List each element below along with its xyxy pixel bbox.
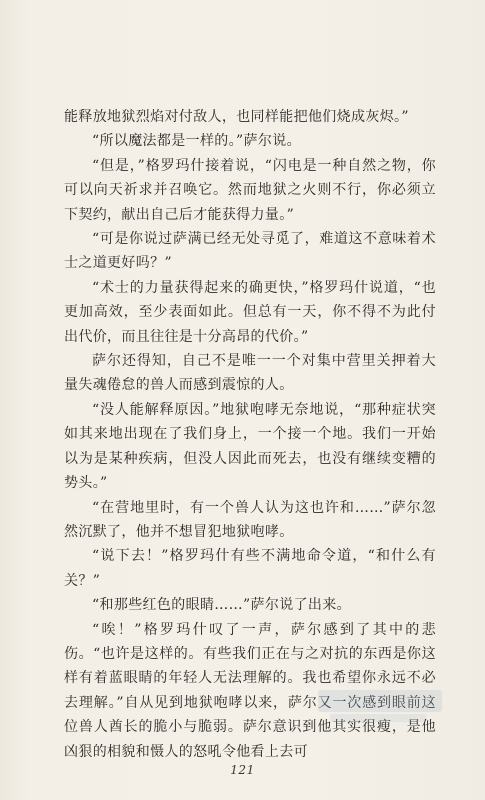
paragraph-6: 萨尔还得知，自己不是唯一一个对集中营里关押着大量失魂倦怠的兽人而感到震惊的人。	[64, 353, 436, 394]
paragraph-8: “在营地里时，有一个兽人认为这也许和……”萨尔忽然沉默了，他并不想冒犯地狱咆哮。	[64, 499, 436, 540]
paragraph-4: “可是你说过萨满已经无处寻觅了，难道这不意味着术士之道更好吗？”	[64, 231, 436, 272]
paragraph-1: 能释放地狱烈焰对付敌人，也同样能把他们烧成灰烬。”	[64, 109, 409, 125]
paragraph-2: “所以魔法都是一样的。”萨尔说。	[92, 133, 301, 150]
paragraph-3: “但是，”格罗玛什接着说，“闪电是一种自然之物，你可以向天祈求并召唤它。然而地狱之火则不行，你必须立下契约，献出自己后才能获得力量。”	[64, 157, 436, 223]
page-number: 121	[230, 763, 255, 777]
paragraph-10: “和那些红色的眼睛……”萨尔说了出来。	[92, 597, 351, 614]
paragraph-7: “没人能解释原因。”地狱咆哮无奈地说，“那种症状突如其来地出现在了我们身上，一个接一个地。我们一开始以为是某种疾病，但没人因此而死去，也没有继续变糟的势头。”	[64, 401, 436, 492]
paragraph-11: “唉！”格罗玛什叹了一声，萨尔感到了其中的悲伤。“也许是这样的。有些我们正在与之对抗的东西是你这样有着蓝眼睛的年轻人无法理解的。我也希望你永远不必去理解。”自从见到地狱咆哮以来，萨尔又一次感到眼前这位兽人酋长的脆小与脆弱。萨尔意识到他其实很瘦，是他凶狠的相貌和慑人的怒吼令他看上去可	[64, 621, 436, 760]
body-text	[64, 105, 436, 764]
paragraph-9: “说下去！”格罗玛什有些不满地命令道，“和什么有关？”	[64, 548, 436, 589]
paragraph-5: “术士的力量获得起来的确更快，”格罗玛什说道，“也更加高效，至少表面如此。但总有一天，你不得不为此付出代价，而且往往是十分高昂的代价。”	[64, 279, 436, 345]
